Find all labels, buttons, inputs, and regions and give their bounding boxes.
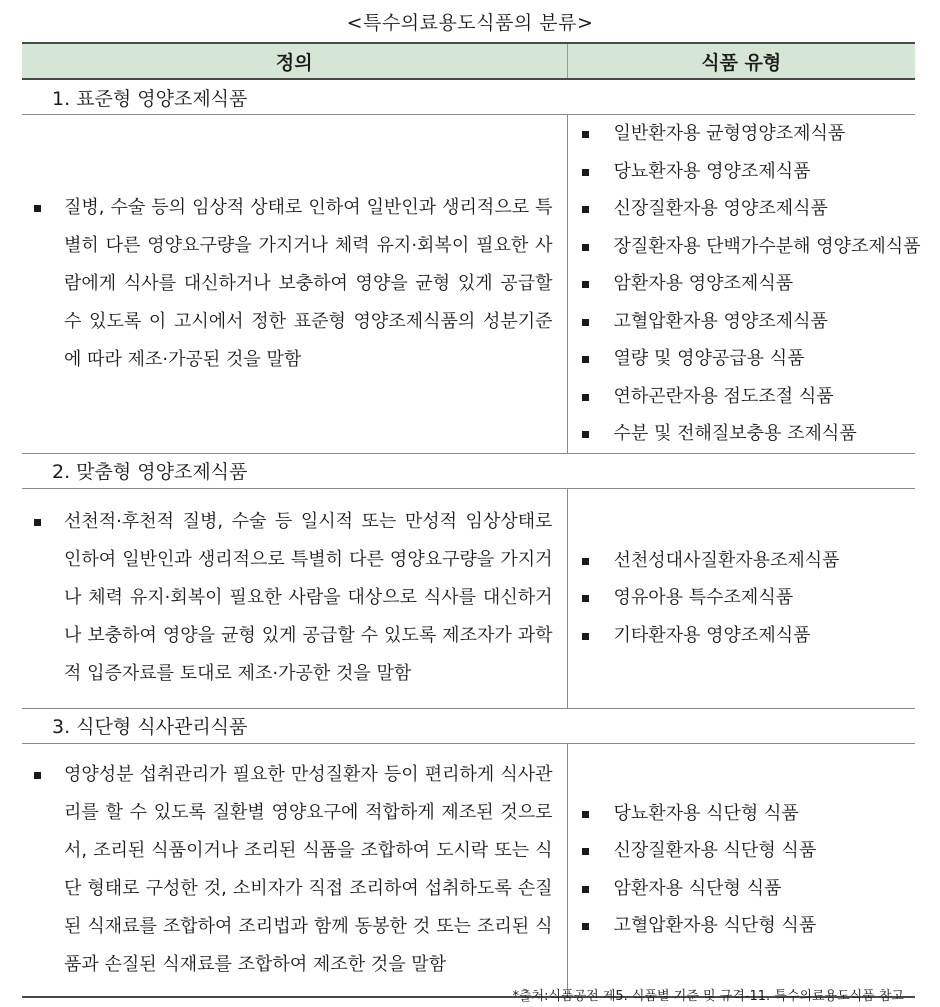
definition-cell	[22, 488, 567, 708]
food-types-list	[568, 542, 916, 655]
definition-text: 영양성분 섭취관리가 필요한 만성질환자 등이 편리하게 식사관리를 할 수 있도록 질환별 영양요구에 적합하게 제조된 것으로서, 조리된 식품이거나 조리된 식품을 조합하여 도시락 또는 식단 형태로 구성한 것, 소비자가 직접 조리하여 섭취하도록 손질된 식재료를 조합하여 조리법과 함께 동봉한 것 또는 조리된 식품과 손질된 식재료를 조합하여 제조한 것을 말함	[64, 763, 553, 975]
food-type-item: 당뇨환자용 식단형 식품	[568, 795, 916, 833]
section-heading-row	[22, 453, 915, 488]
section-body-row	[22, 488, 915, 708]
definition-text: 선천적·후천적 질병, 수술 등 일시적 또는 만성적 임상상태로 인하여 일반인과 생리적으로 특별히 다른 영양요구량을 가지거나 체력 유지·회복이 필요한 사람을 대상으로 식사를 대신하거나 보충하여 영양을 균형 있게 공급할 수 있도록 제조자가 과학적 입증자료를 토대로 제조·가공한 것을 말함	[64, 511, 553, 684]
food-types-list	[568, 115, 921, 453]
source-note: *출처:식품공전 제5. 식품별 기준 및 규격-11. 특수의료용도식품 참고	[512, 989, 904, 1004]
food-type-item: 신장질환자용 식단형 식품	[568, 832, 916, 870]
food-type-item: 선천성대사질환자용조제식품	[568, 542, 916, 580]
food-type-item: 고혈압환자용 영양조제식품	[568, 303, 916, 341]
food-type-item: 수분 및 전해질보충용 조제식품	[568, 415, 916, 453]
food-type-item: 고혈압환자용 식단형 식품	[568, 907, 916, 945]
food-types-cell	[567, 488, 915, 708]
food-types-list	[568, 795, 916, 945]
section-heading: 2. 맞춤형 영양조제식품	[22, 453, 915, 488]
table-title: <특수의료용도식품의 분류>	[346, 12, 594, 34]
food-type-item: 기타환자용 영양조제식품	[568, 617, 916, 655]
food-types-cell	[567, 743, 915, 997]
food-types-cell	[567, 115, 921, 454]
section-body-row	[22, 115, 915, 454]
definition-text: 질병, 수술 등의 임상적 상태로 인하여 일반인과 생리적으로 특별히 다른 영양요구량을 가지거나 체력 유지·회복이 필요한 사람에게 식사를 대신하거나 보충하여 영양을 균형 있게 공급할 수 있도록 이 고시에서 정한 표준형 영양조제식품의 성분기준에 따라 제조·가공된 것을 말함	[64, 196, 553, 370]
header-row	[22, 43, 915, 79]
section-heading: 3. 식단형 식사관리식품	[22, 708, 915, 743]
food-type-item: 열량 및 영양공급용 식품	[568, 340, 916, 378]
section-body-row	[22, 743, 915, 997]
section-heading: 1. 표준형 영양조제식품	[22, 79, 915, 115]
food-type-item: 장질환자용 단백가수분해 영양조제식품	[568, 228, 916, 266]
food-type-item: 신장질환자용 영양조제식품	[568, 190, 916, 228]
food-type-item: 암환자용 식단형 식품	[568, 870, 916, 908]
food-type-item: 일반환자용 균형영양조제식품	[568, 115, 916, 153]
food-type-item: 당뇨환자용 영양조제식품	[568, 153, 916, 191]
classification-table	[22, 42, 921, 998]
food-type-item: 영유아용 특수조제식품	[568, 579, 916, 617]
header-definition: 정의	[22, 43, 567, 79]
definition-cell	[22, 115, 567, 454]
section-heading-row	[22, 708, 915, 743]
food-type-item: 암환자용 영양조제식품	[568, 265, 916, 303]
header-food-types: 식품 유형	[567, 43, 915, 79]
definition-cell	[22, 743, 567, 997]
section-heading-row	[22, 79, 915, 115]
food-type-item: 연하곤란자용 점도조절 식품	[568, 378, 916, 416]
